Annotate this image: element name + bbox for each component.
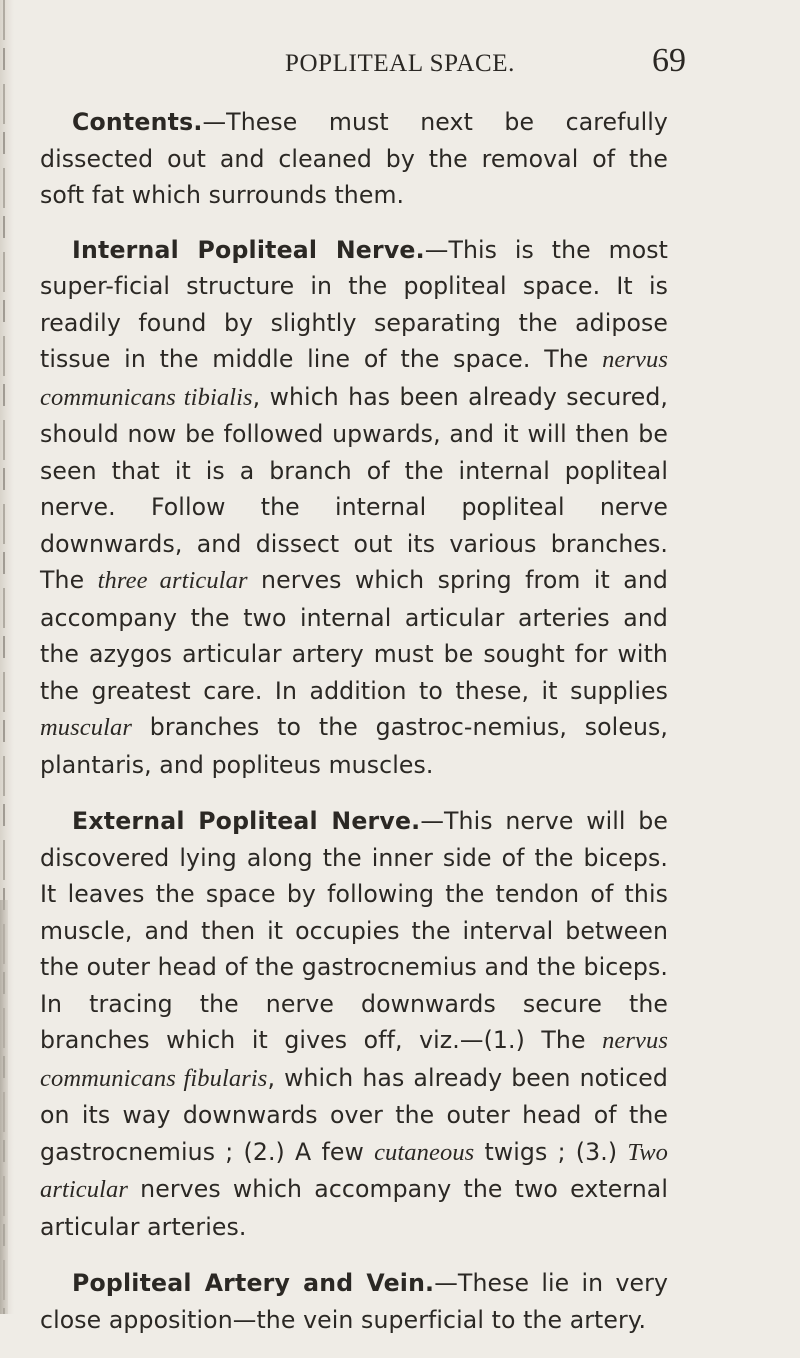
binding-shadow (0, 900, 8, 1314)
paragraph-text: —This nerve will be discovered lying along the inner side of the biceps. It leaves the space by following the tendon of this muscle, and then it occupies the interval between the outer head of the gastrocnemius and the biceps. In tracing the nerve downwards secure the branches which it gives off, viz.—(1.) The (40, 807, 668, 1054)
paragraph-text: branches to the gastroc-nemius, soleus, plantaris, and popliteus muscles. (40, 713, 668, 779)
paragraph-text: nerves which spring from it and accompany the two internal articular arteries and the azygos articular artery must be sought for with the greatest care. In addition to these, it supplies (40, 566, 668, 705)
paragraph-contents (40, 104, 668, 214)
italic-term: muscular (40, 714, 132, 741)
section-heading: Internal Popliteal Nerve. (72, 235, 425, 264)
page-header (0, 40, 800, 80)
italic-term: cutaneous (374, 1138, 475, 1166)
paragraph-text: , which has been already secured, should now be followed upwards, and it will then be seen that it is a branch of the internal popliteal nerve. Follow the internal popliteal nerve downwards, and dissect out its various branches. The (40, 382, 668, 594)
paragraph-external-popliteal-nerve (40, 803, 668, 1245)
section-heading: Popliteal Artery and Vein. (72, 1269, 435, 1297)
italic-term: three articular (97, 567, 248, 594)
paragraph-internal-popliteal-nerve (40, 232, 668, 784)
italic-term: nervus communicans tibialis (40, 346, 668, 411)
paragraph-text: , which has already been noticed on its way downwards over the outer head of the gastrocnemius ; (2.) A few (40, 1063, 668, 1166)
paragraph-text: —These lie in very close apposition—the vein superficial to the artery. (40, 1269, 669, 1334)
paragraph-popliteal-artery-vein (40, 1265, 668, 1338)
italic-term: Two articular (40, 1138, 669, 1203)
running-head: POPLITEAL SPACE. (284, 50, 515, 77)
section-heading: External Popliteal Nerve. (72, 807, 421, 835)
page-body (40, 104, 668, 1358)
italic-term: nervus communicans fibularis (40, 1027, 668, 1092)
paragraph-text: —This is the most super-ficial structure in the popliteal space. It is readily found by slightly separating the adipose tissue in the middle line of the space. The (40, 235, 668, 373)
paragraph-text: nerves which accompany the two external articular arteries. (40, 1175, 668, 1241)
page-number: 69 (652, 42, 686, 79)
paragraph-text: —These must next be carefully dissected out and cleaned by the removal of the soft fat which surrounds them. (40, 108, 668, 209)
paragraph-text: twigs ; (3.) (474, 1137, 628, 1166)
section-heading: Contents. (72, 108, 203, 136)
